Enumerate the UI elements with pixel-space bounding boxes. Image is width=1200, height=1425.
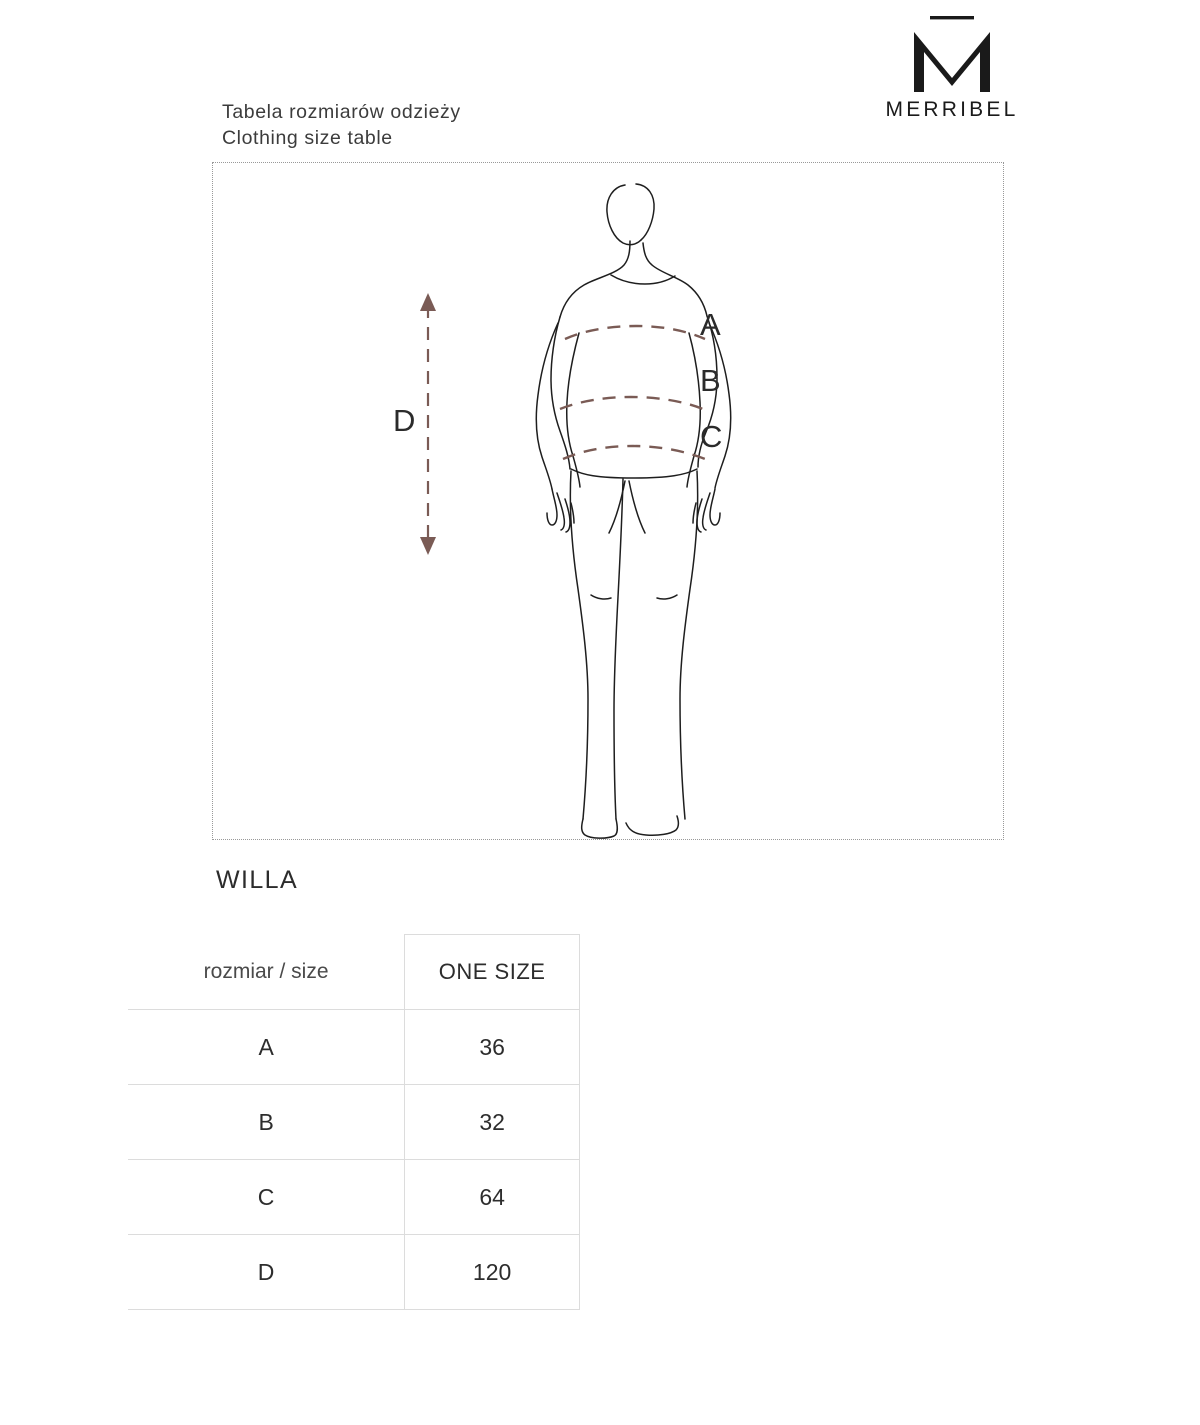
row-value-d: 120: [405, 1235, 580, 1310]
row-value-a: 36: [405, 1010, 580, 1085]
row-label-b: B: [128, 1085, 405, 1160]
measure-line-a: [565, 326, 705, 339]
female-body-silhouette-icon: [213, 163, 1003, 839]
measure-label-b: B: [700, 363, 721, 398]
brand-logo: [882, 12, 1022, 122]
figure-diagram-box: [212, 162, 1004, 840]
row-label-a: A: [128, 1010, 405, 1085]
row-label-c: C: [128, 1160, 405, 1235]
table-header-row: [128, 935, 580, 1010]
product-name: WILLA: [216, 866, 299, 894]
size-table: [128, 934, 580, 1310]
row-label-d: D: [128, 1235, 405, 1310]
measure-label-c: C: [700, 419, 723, 454]
title-line-english: Clothing size table: [222, 126, 393, 149]
row-value-c: 64: [405, 1160, 580, 1235]
merribel-m-logo-icon: [902, 12, 1002, 96]
table-row: [128, 1235, 580, 1310]
table-row: [128, 1010, 580, 1085]
measure-line-b: [560, 397, 703, 409]
row-value-b: 32: [405, 1085, 580, 1160]
title-line-polish: Tabela rozmiarów odzieży: [222, 101, 461, 123]
measure-line-c: [563, 446, 705, 459]
page-title: [222, 100, 461, 152]
measure-label-a: A: [700, 307, 721, 342]
table-header-label: rozmiar / size: [203, 959, 329, 983]
table-row: [128, 1085, 580, 1160]
measure-label-d: D: [393, 403, 416, 438]
table-header-size: ONE SIZE: [405, 935, 580, 1010]
table-row: [128, 1160, 580, 1235]
brand-name: MERRIBEL: [885, 98, 1019, 121]
